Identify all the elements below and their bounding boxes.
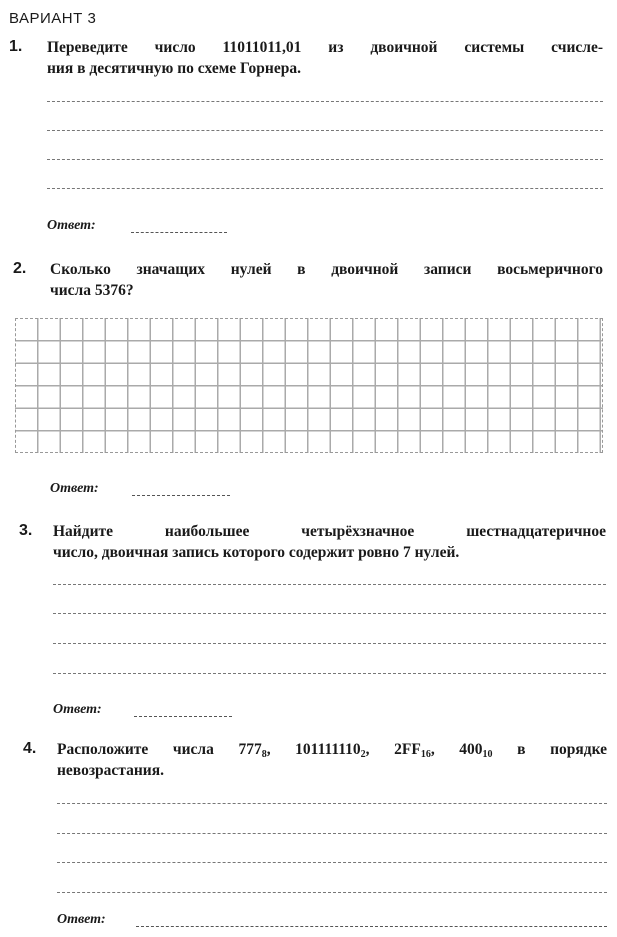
task-2-line-1: Сколько значащих нулей в двоичной записи восьмеричного [50,261,603,278]
task-3-question [53,521,606,563]
task-3-answer-space-4[interactable] [53,673,606,674]
task-4-question [57,739,607,781]
task-1-answer-space-2[interactable] [47,130,603,131]
task-2-answer-label: Ответ: [50,481,99,496]
task-4-answer-space-1[interactable] [57,803,607,804]
task-1-answer-space-1[interactable] [47,101,603,102]
task-3-answer-label: Ответ: [53,702,102,717]
task-3-answer-space-1[interactable] [53,584,606,585]
task-3-number: 3. [19,522,33,539]
task-3-answer-space-3[interactable] [53,643,606,644]
task-2-question [50,259,603,301]
task-3-answer-space-2[interactable] [53,613,606,614]
task-4-answer-space-3[interactable] [57,862,607,863]
task-1-number: 1. [9,38,23,55]
task-4-line-2: невозрастания. [57,762,164,779]
task-2-number: 2. [13,260,27,277]
task-2-line-2: числа 5376? [50,282,134,299]
task-3-line-1: Найдите наибольшее четырёхзначное шестнадцатеричное [53,523,606,540]
task-4-number: 4. [23,740,37,757]
task-4-answer-label: Ответ: [57,912,106,927]
variant-heading: ВАРИАНТ 3 [9,10,97,27]
task-4-answer-space-2[interactable] [57,833,607,834]
task-3-line-2: число, двоичная запись которого содержит ровно 7 нулей. [53,544,460,561]
task-1-line-2: ния в десятичную по схеме Горнера. [47,60,301,77]
task-4-line-1: Расположите числа $777_8$, $101111110_2$, $2FF_{16}$, $400_{10}$ в порядке [57,741,608,760]
task-1-answer-space-3[interactable] [47,159,603,160]
task-3-answer-field[interactable] [134,716,232,717]
task-1-question [47,37,603,79]
task-1-answer-label: Ответ: [47,218,96,233]
task-1-line-1: Переведите число 11011011,01 из двоичной системы счисле- [47,39,603,56]
task-2-answer-field[interactable] [132,495,230,496]
task-4-answer-field[interactable] [136,926,607,927]
task-2-grid[interactable] [15,318,603,453]
task-1-answer-space-4[interactable] [47,188,603,189]
task-4-answer-space-4[interactable] [57,892,607,893]
task-1-answer-field[interactable] [131,232,227,233]
